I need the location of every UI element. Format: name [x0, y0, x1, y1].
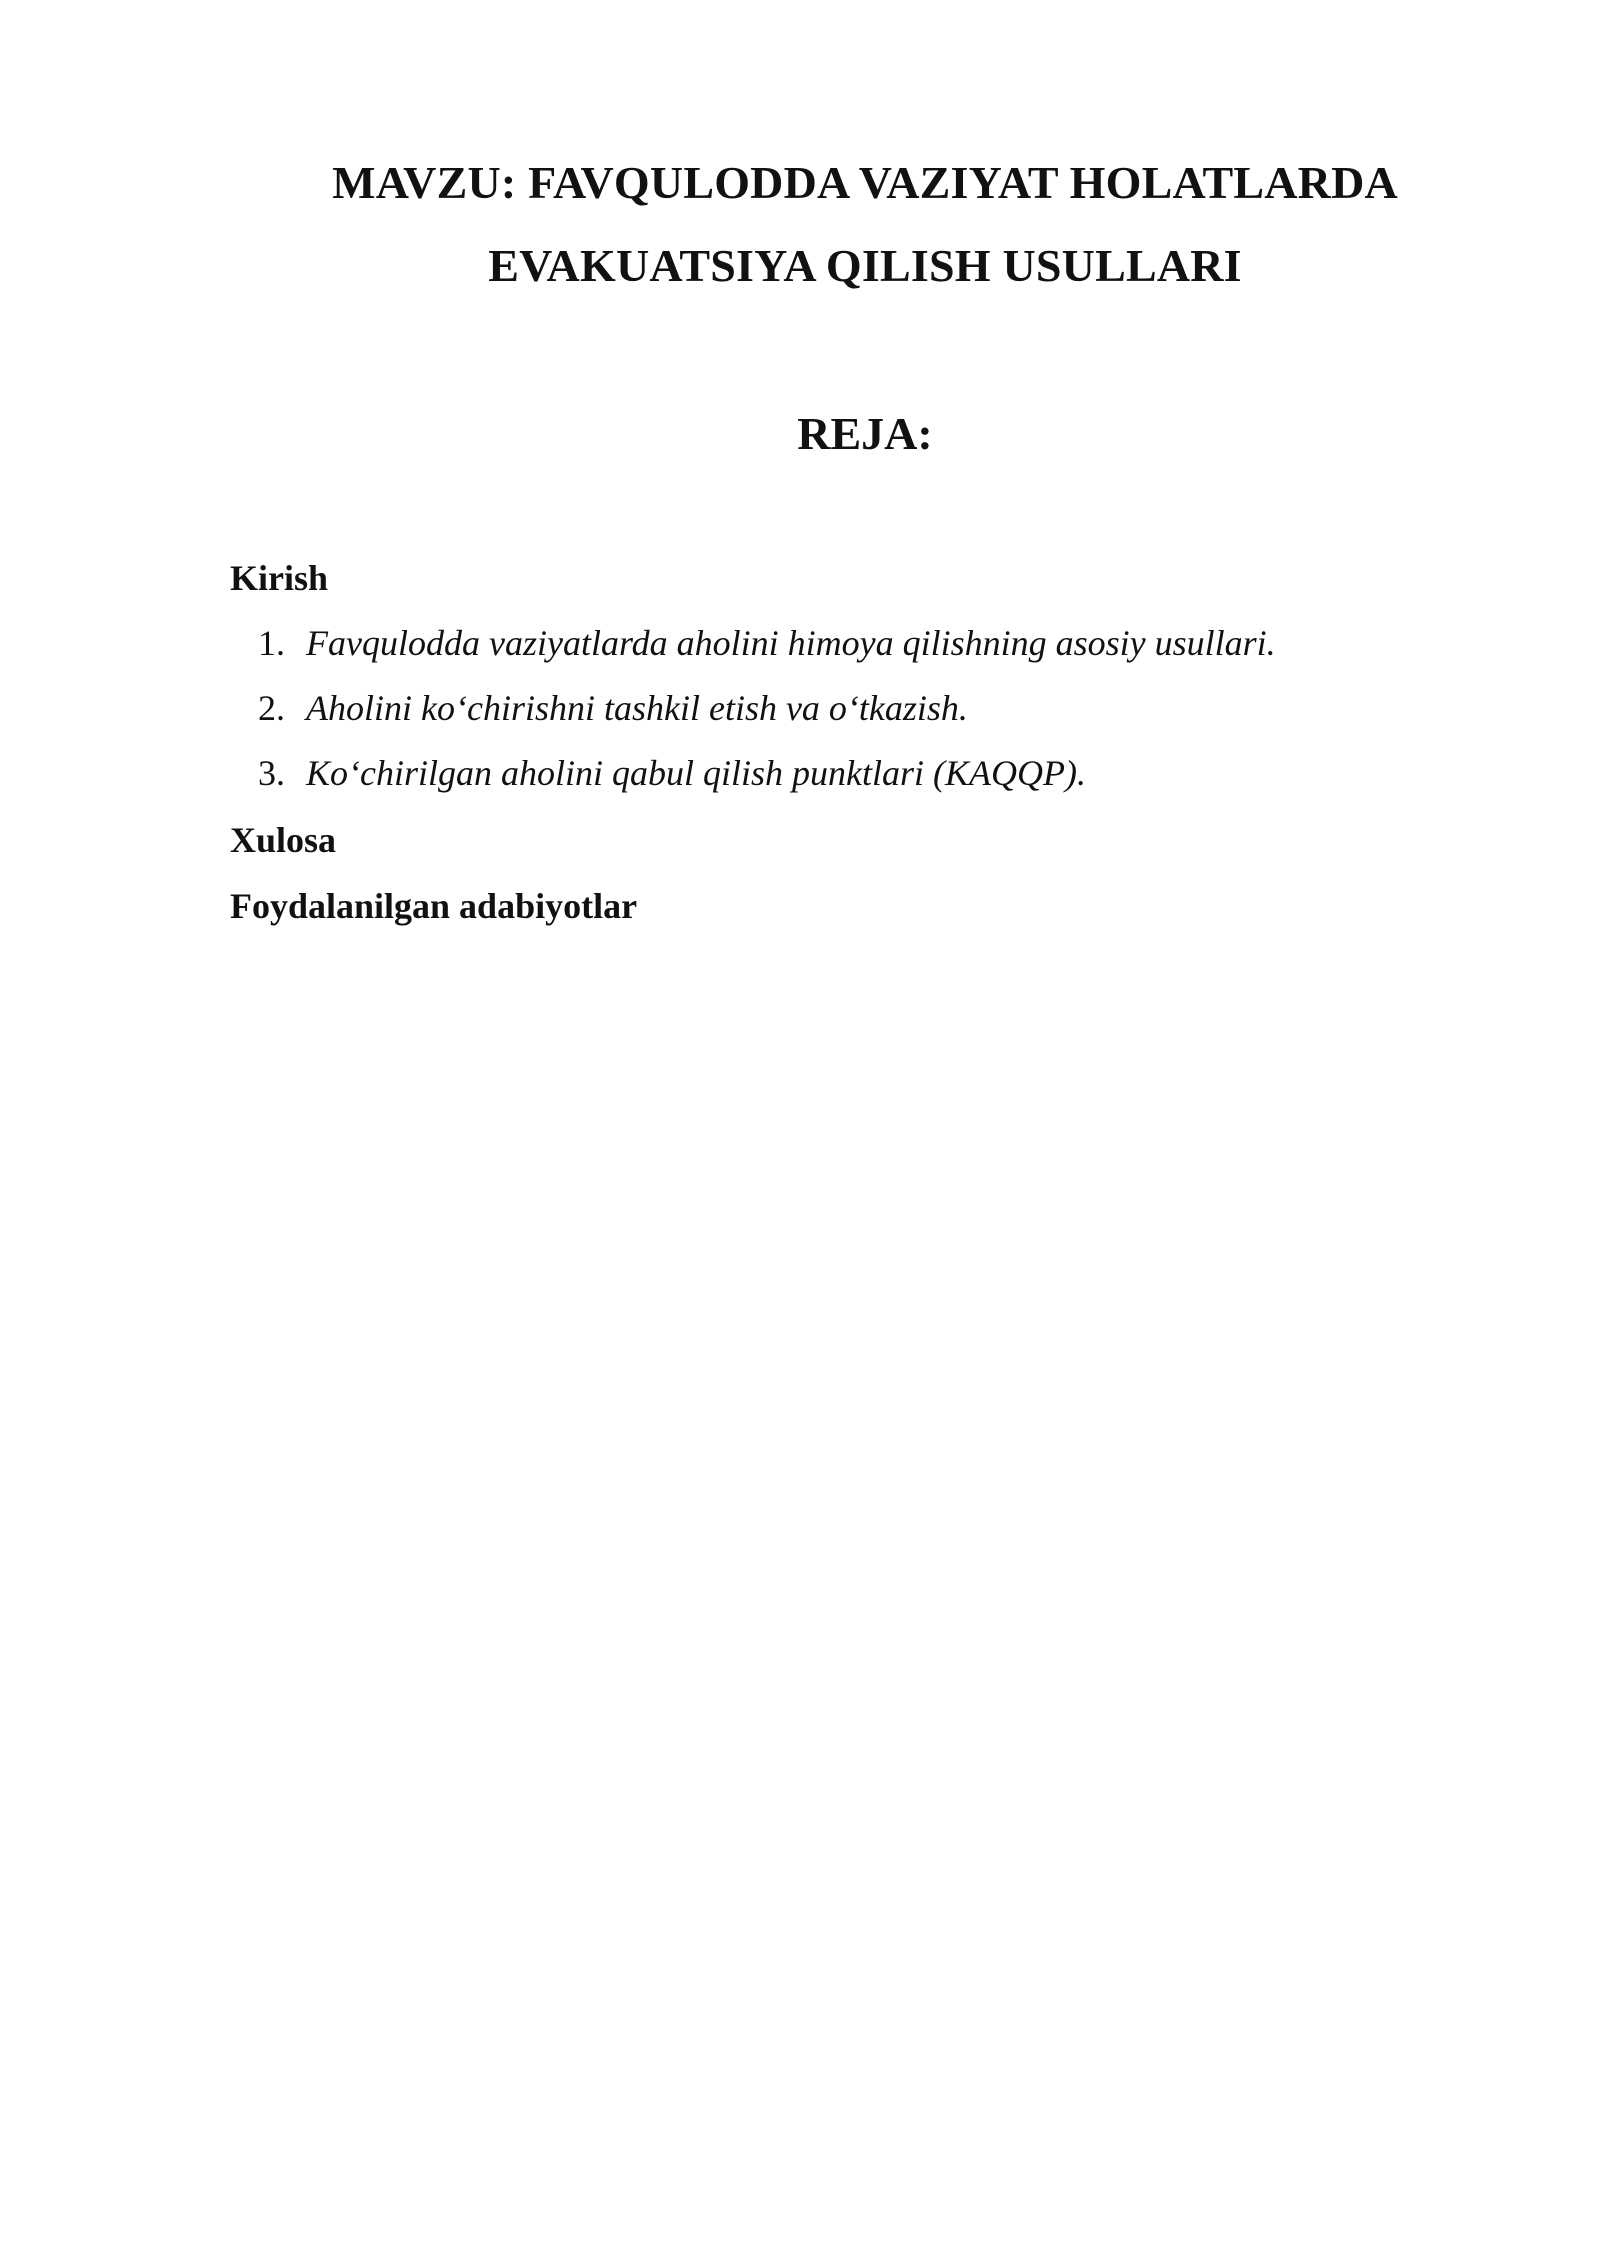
plan-item-text: Aholini ko‘chirishni tashkil etish va o‘tkazish. [306, 688, 968, 728]
plan-item [258, 755, 1276, 820]
references-heading: Foydalanilgan adabiyotlar [230, 886, 638, 926]
document-title-line-1: MAVZU: FAVQULODDA VAZIYAT HOLATLARDA [332, 157, 1398, 208]
plan-item-number: 3. [258, 753, 285, 793]
plan-heading: REJA: [797, 408, 933, 459]
plan-item-number: 2. [258, 688, 285, 728]
plan-item-text: Favqulodda vaziyatlarda aholini himoya qilishning asosiy usullari. [306, 623, 1276, 663]
intro-heading: Kirish [230, 558, 329, 598]
document-title-line-2: EVAKUATSIYA QILISH USULLARI [488, 240, 1242, 291]
plan-item-number: 1. [258, 623, 285, 663]
plan-list [258, 625, 1276, 820]
conclusion-heading: Xulosa [230, 820, 337, 860]
plan-item-text: Ko‘chirilgan aholini qabul qilish punktlari (KAQQP). [306, 753, 1086, 793]
plan-item [258, 690, 1276, 755]
plan-item [258, 625, 1276, 690]
